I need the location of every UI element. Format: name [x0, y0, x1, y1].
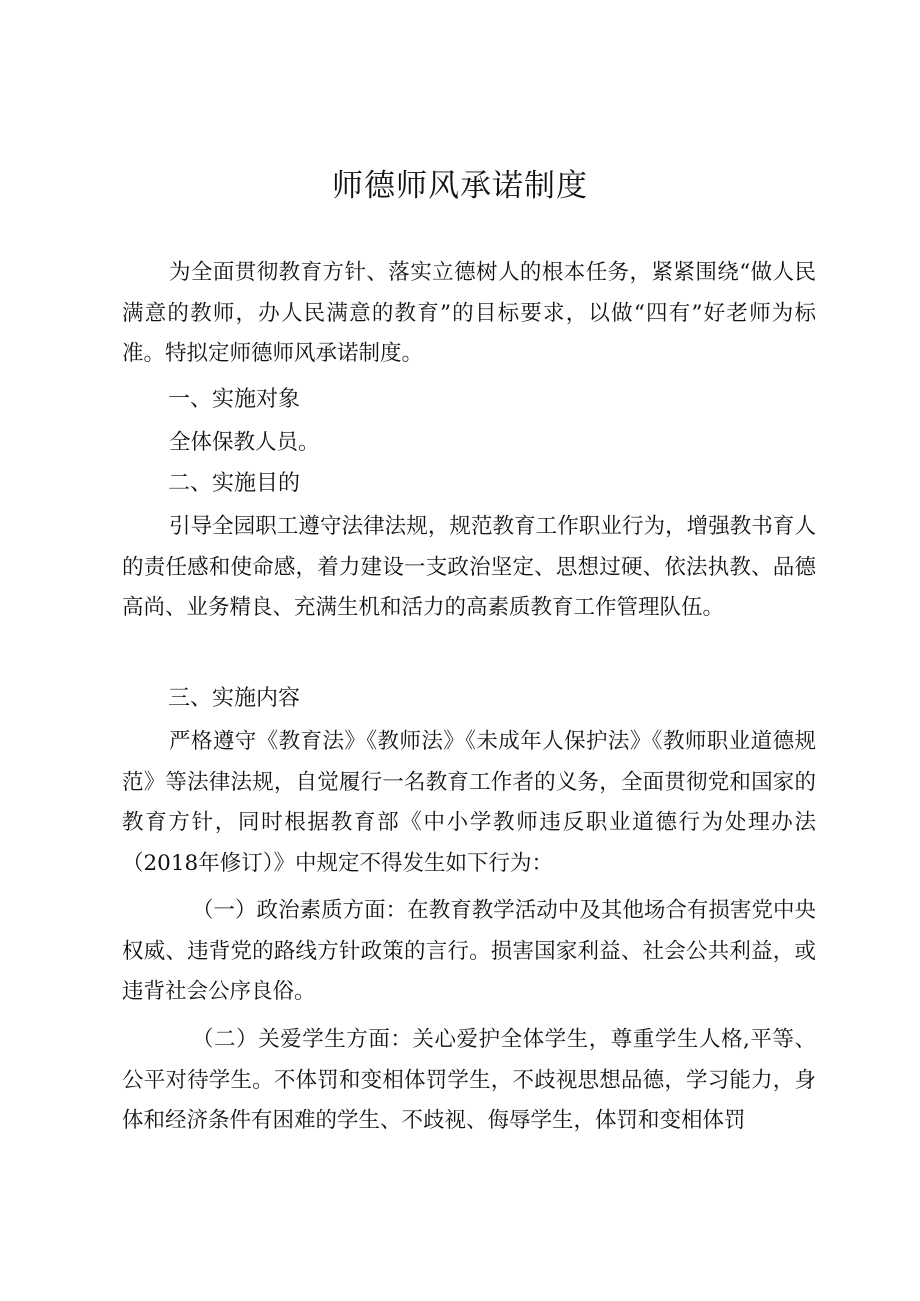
section-paragraph-target: 全体保教人员。 [169, 430, 320, 455]
section-heading-purpose: 二、实施目的 [168, 471, 301, 496]
list-item: （一）政治素质方面：在教育教学活动中及其他场合有损害党中央权威、违背党的路线方针政策的言行。损害国家利益、社会公共利益，或违背社会公序良俗。 [122, 898, 816, 1004]
section-paragraph-content: 严格遵守《教育法》《教师法》《未成年人保护法》《教师职业道德规范》等法律法规，自觉履行一名教育工作者的义务，全面贯彻党和国家的教育方针，同时根据教育部《中小学教师违反职业道德行为处理办法（2018年修订）》中规定不得发生如下行为： [122, 729, 816, 876]
intro-paragraph: 为全面贯彻教育方针、落实立德树人的根本任务，紧紧围绕“做人民满意的教师，办人民满意的教育”的目标要求，以做“四有”好老师为标准。特拟定师德师风承诺制度。 [122, 260, 816, 366]
section-paragraph-purpose: 引导全园职工遵守法律法规，规范教育工作职业行为，增强教书育人的责任感和使命感，着力建设一支政治坚定、思想过硬、依法执教、品德高尚、业务精良、充满生机和活力的高素质教育工作管理队伍。 [122, 514, 816, 620]
list-item: （二）关爱学生方面：关心爱护全体学生，尊重学生人格,平等、公平对待学生。不体罚和变相体罚学生，不歧视思想品德，学习能力，身体和经济条件有困难的学生、不歧视、侮辱学生，体罚和变相体罚 [122, 1027, 816, 1133]
document-title: 师德师风承诺制度 [332, 168, 588, 204]
section-heading-target: 一、实施对象 [168, 387, 301, 412]
section-heading-content: 三、实施内容 [168, 686, 301, 711]
